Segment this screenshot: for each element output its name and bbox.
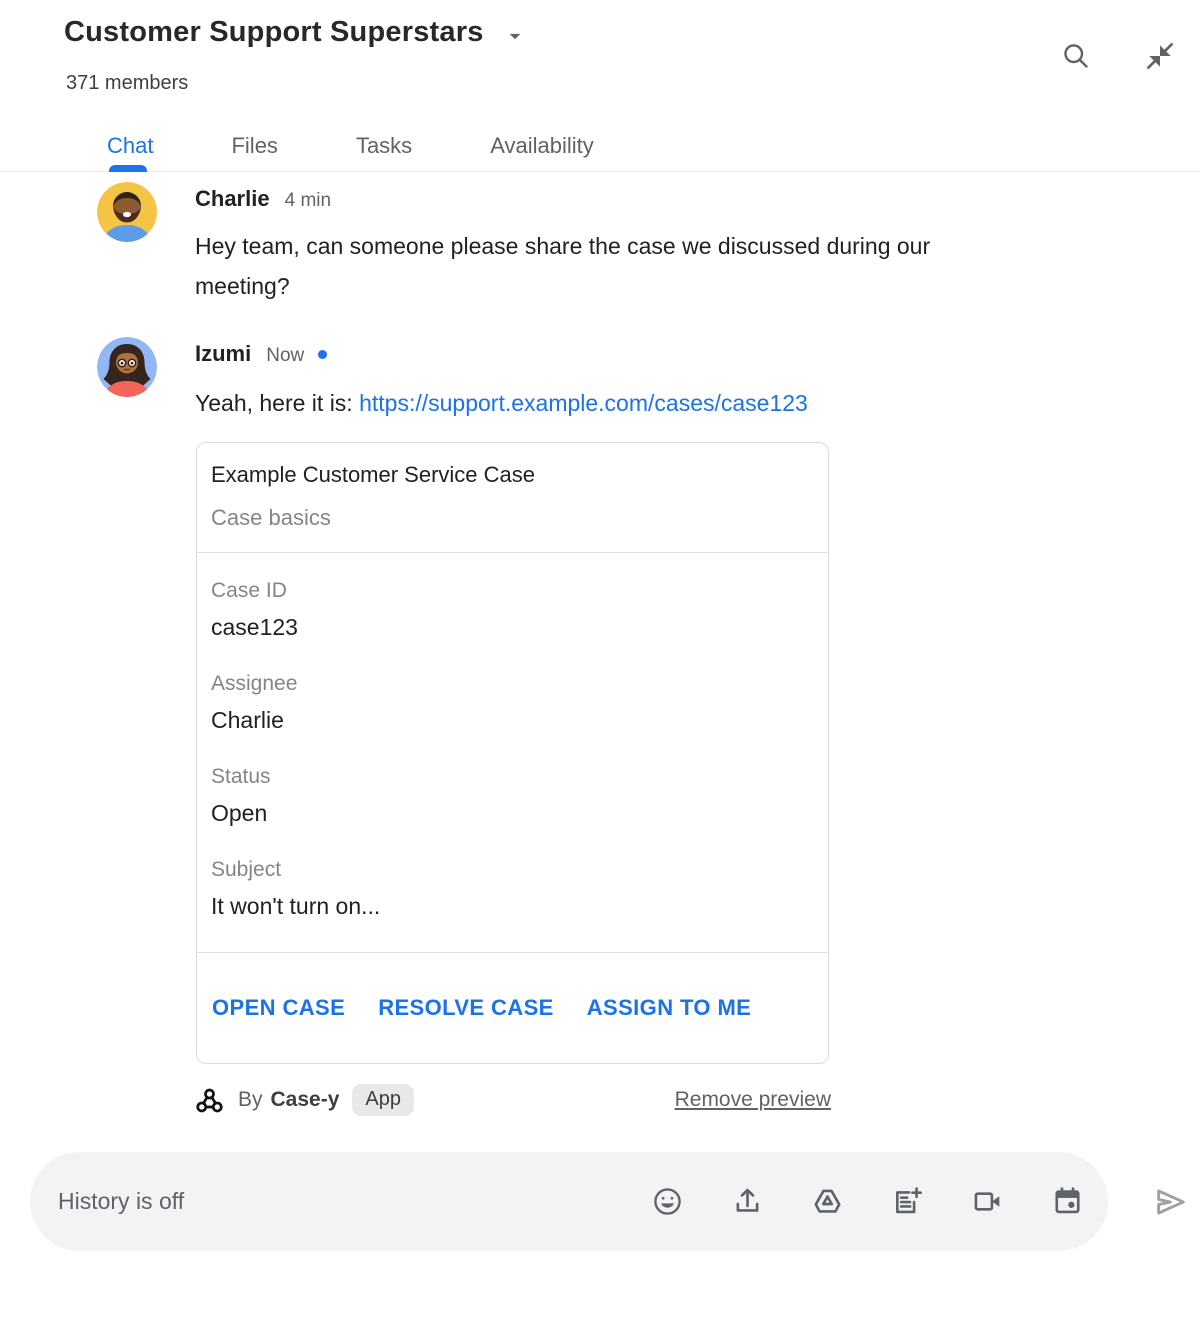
card-actions (197, 953, 828, 1063)
message-header (195, 186, 331, 212)
remove-preview-link[interactable]: Remove preview (674, 1088, 831, 1111)
field-case-id (211, 579, 814, 641)
note-add-button[interactable] (890, 1185, 924, 1219)
field-value: case123 (211, 614, 298, 640)
avatar-izumi[interactable] (97, 337, 157, 397)
author-name: Charlie (195, 186, 270, 211)
search-button[interactable] (1056, 36, 1096, 76)
message-timestamp: Now (266, 345, 305, 366)
composer-toolbar (650, 1185, 1084, 1219)
calendar-button[interactable] (1050, 1185, 1084, 1219)
field-value: Charlie (211, 707, 284, 733)
tab-files[interactable]: Files (231, 133, 278, 158)
author-name: Izumi (195, 341, 252, 366)
send-icon (1152, 1183, 1190, 1221)
card-subtitle: Case basics (211, 505, 331, 530)
chevron-down-icon (502, 23, 528, 49)
send-button[interactable] (1152, 1183, 1190, 1221)
app-name: Case-y (270, 1088, 340, 1111)
page-title: Customer Support Superstars (64, 16, 484, 48)
card-title: Example Customer Service Case (211, 462, 536, 487)
open-case-button[interactable]: OPEN CASE (212, 995, 346, 1020)
drive-icon (811, 1185, 844, 1218)
field-label: Status (211, 765, 271, 788)
message-input[interactable]: History is off (58, 1188, 185, 1214)
by-label: By (238, 1088, 263, 1111)
drive-button[interactable] (810, 1185, 844, 1219)
field-label: Assignee (211, 672, 298, 695)
field-assignee (211, 672, 814, 734)
tab-tasks[interactable]: Tasks (355, 133, 413, 158)
message-text: Hey team, can someone please share the case we discussed during our meeting? (195, 233, 931, 299)
video-call-button[interactable] (970, 1185, 1004, 1219)
field-label: Subject (211, 858, 282, 881)
unread-dot (318, 350, 327, 359)
app-badge: App (352, 1084, 414, 1116)
note-add-icon (891, 1185, 924, 1218)
field-subject (211, 858, 814, 920)
space-title-menu[interactable] (64, 16, 528, 49)
calendar-icon (1051, 1185, 1084, 1218)
field-status (211, 765, 814, 827)
tab-chat[interactable]: Chat (107, 124, 153, 172)
assign-to-me-button[interactable]: ASSIGN TO ME (586, 995, 752, 1020)
field-value: Open (211, 800, 268, 826)
upload-icon (731, 1185, 764, 1218)
message-composer (30, 1152, 1108, 1251)
emoji-icon (651, 1185, 684, 1218)
message-header (195, 341, 327, 367)
webhook-icon (194, 1085, 225, 1116)
tab-availability[interactable]: Availability (490, 133, 594, 158)
app-attribution (194, 1084, 831, 1116)
collapse-button[interactable] (1140, 36, 1180, 76)
search-icon (1060, 40, 1092, 72)
card-fields (197, 553, 828, 953)
case-preview-card (196, 442, 829, 1064)
tab-bar (0, 124, 1200, 172)
avatar-charlie[interactable] (97, 182, 157, 242)
field-value: It won't turn on... (211, 893, 381, 919)
message-text (195, 383, 1030, 423)
resolve-case-button[interactable]: RESOLVE CASE (378, 995, 554, 1020)
case-link[interactable]: https://support.example.com/cases/case123 (359, 390, 808, 416)
emoji-button[interactable] (650, 1185, 684, 1219)
video-camera-icon (971, 1185, 1004, 1218)
field-label: Case ID (211, 579, 287, 602)
member-count: 371 members (66, 72, 189, 94)
card-header (197, 443, 828, 553)
message-text-prefix: Yeah, here it is: (195, 390, 360, 416)
message-timestamp: 4 min (284, 190, 332, 211)
upload-button[interactable] (730, 1185, 764, 1219)
collapse-icon (1144, 40, 1176, 72)
